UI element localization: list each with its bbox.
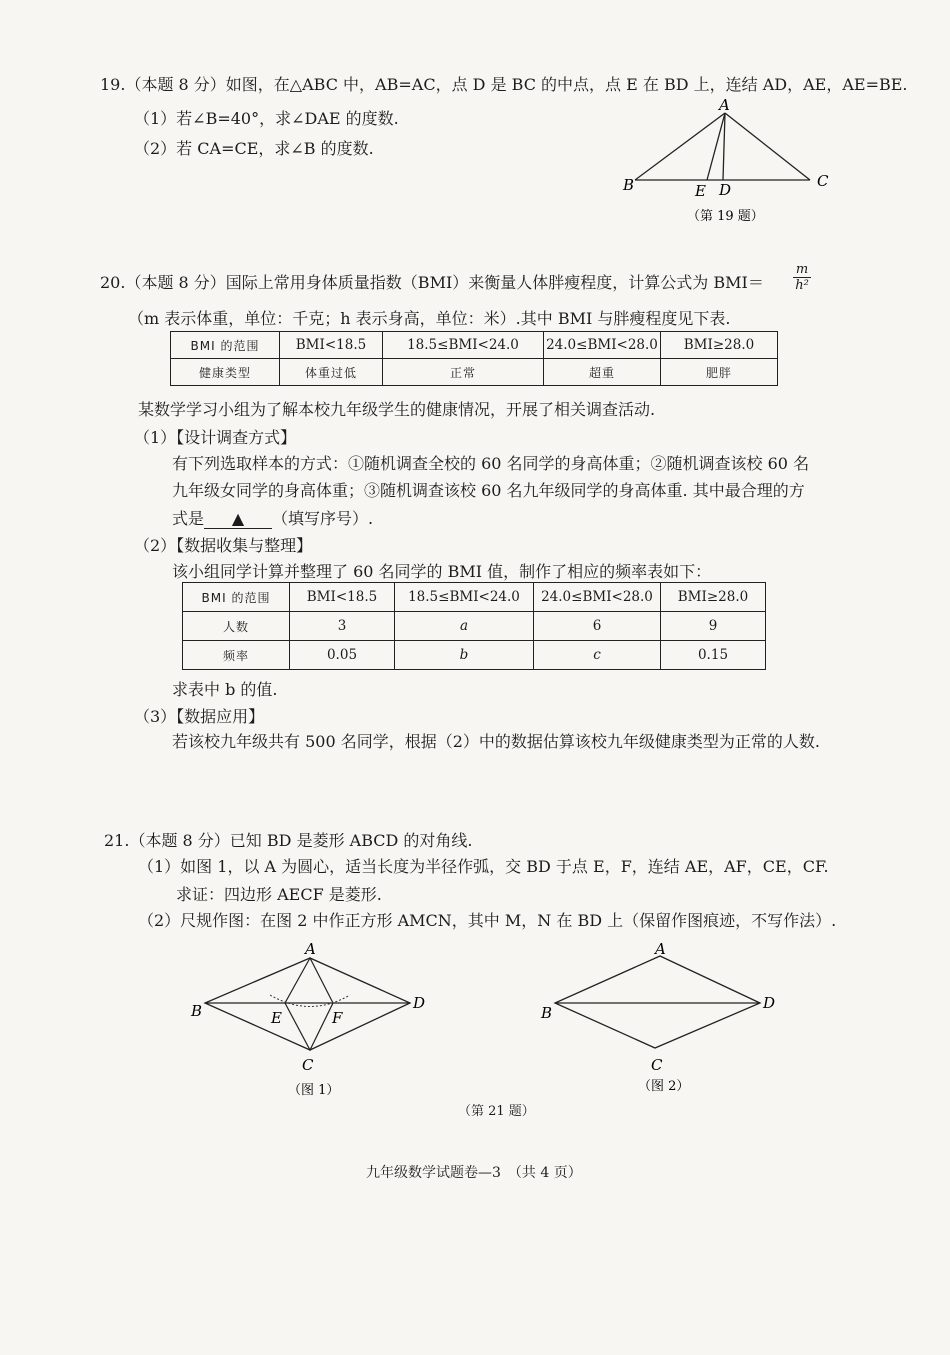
q21-part1-line2: 求证：四边形 AECF 是菱形. (176, 885, 382, 904)
q21-fig1-label-e: E (271, 1009, 282, 1027)
q20-part2-title: （2）【数据收集与整理】 (134, 536, 313, 555)
table-cell: b (395, 641, 534, 670)
q21-fig1-rhombus-abcd (205, 958, 410, 1050)
table-cell: BMI 的范围 (171, 332, 280, 359)
table-cell: 人数 (183, 612, 290, 641)
q21-fig1-label-c: C (302, 1056, 314, 1074)
q20-header-text: （本题 8 分）国际上常用身体质量指数（BMI）来衡量人体胖瘦程度，计算公式为 BMI＝ (125, 273, 764, 292)
q20-part1-line3-post: （填写序号）. (272, 509, 374, 528)
table-cell: 18.5≤BMI<24.0 (395, 583, 534, 612)
table-cell: 24.0≤BMI<28.0 (544, 332, 661, 359)
q21-fig2-label-c: C (651, 1056, 663, 1074)
table-row (183, 583, 766, 612)
q19-header (100, 72, 908, 95)
q21-fig1-label-a: A (305, 940, 316, 958)
q20-part1-line3 (172, 506, 373, 529)
q21-number: 21. (104, 831, 130, 850)
table-row (171, 332, 778, 359)
table-cell: 0.05 (290, 641, 395, 670)
table-cell: 0.15 (661, 641, 766, 670)
q21-fig2-label-b: B (541, 1004, 553, 1022)
q20-part1-line3-pre: 式是 (172, 509, 205, 528)
q19-part2: （2）若 CA=CE，求∠B 的度数. (134, 139, 374, 158)
q19-segment-ae (707, 113, 725, 180)
table-cell: 肥胖 (661, 359, 778, 386)
table-cell: 频率 (183, 641, 290, 670)
q20-line2: （m 表示体重，单位：千克；h 表示身高，单位：米）.其中 BMI 与胖瘦程度见下表. (128, 309, 731, 328)
q21-fig1-label-f: F (332, 1009, 343, 1027)
q21-fig1-caption: （图 1） (288, 1083, 340, 1098)
q20-part1-line1: 有下列选取样本的方式：①随机调查全校的 60 名同学的身高体重；②随机调查该校 60 名 (172, 454, 810, 473)
q20-fraction-numerator: m (793, 262, 811, 278)
q21-fig2-label-a: A (655, 940, 666, 958)
q19-figure (615, 98, 840, 228)
q20-bmi-category-table (170, 331, 778, 386)
q20-answer-blank[interactable]: ▲ (204, 509, 272, 529)
table-cell: BMI 的范围 (183, 583, 290, 612)
table-cell: 9 (661, 612, 766, 641)
q19-segment-ab (635, 113, 725, 180)
q21-header (104, 828, 473, 851)
q21-fig2-label-d: D (763, 994, 776, 1012)
q21-part2: （2）尺规作图：在图 2 中作正方形 AMCN，其中 M，N 在 BD 上（保留作图痕迹，不写作法）. (138, 911, 837, 930)
table-cell: 3 (290, 612, 395, 641)
q19-label-b: B (623, 176, 635, 194)
q19-part1: （1）若∠B=40°，求∠DAE 的度数. (134, 109, 399, 128)
q19-number: 19. (100, 75, 126, 94)
q19-caption: （第 19 题） (687, 209, 764, 224)
table-cell: 18.5≤BMI<24.0 (383, 332, 544, 359)
q21-figure-2 (535, 938, 785, 1098)
q20-bmi-fraction (793, 262, 811, 293)
table-row (183, 641, 766, 670)
q21-fig2-caption: （图 2） (638, 1079, 690, 1094)
q20-part1-line2: 九年级女同学的身高体重；③随机调查该校 60 名九年级同学的身高体重. 其中最合理的方 (172, 481, 805, 500)
table-cell: 24.0≤BMI<28.0 (534, 583, 661, 612)
table-cell: a (395, 612, 534, 641)
table-cell: 健康类型 (171, 359, 280, 386)
q21-fig1-label-b: B (191, 1002, 203, 1020)
q21-fig1-compass-arc (270, 995, 350, 1007)
q20-part2-question: 求表中 b 的值. (172, 680, 278, 699)
q21-fig1-label-d: D (413, 994, 426, 1012)
q20-part1-title: （1）【设计调查方式】 (134, 428, 297, 447)
q19-label-a: A (719, 98, 730, 114)
table-cell: 正常 (383, 359, 544, 386)
table-cell: 6 (534, 612, 661, 641)
q20-frequency-table (182, 582, 766, 670)
table-row (183, 612, 766, 641)
q21-part1-line1: （1）如图 1，以 A 为圆心，适当长度为半径作弧，交 BD 于点 E，F，连结 AE，AF，CE，CF. (138, 857, 829, 876)
table-cell: 超重 (544, 359, 661, 386)
q20-part2-line1: 该小组同学计算并整理了 60 名同学的 BMI 值，制作了相应的频率表如下： (172, 562, 712, 581)
q21-fig2-rhombus-abcd (555, 956, 760, 1048)
q19-label-d: D (719, 181, 732, 199)
q19-segment-ac (725, 113, 810, 180)
q20-fraction-denominator: h² (795, 278, 809, 293)
q20-part3-line1: 若该校九年级共有 500 名同学，根据（2）中的数据估算该校九年级健康类型为正常的人数. (172, 732, 820, 751)
q20-number: 20. (100, 273, 126, 292)
table-cell: BMI≥28.0 (661, 332, 778, 359)
table-cell: BMI≥28.0 (661, 583, 766, 612)
q21-caption: （第 21 题） (458, 1104, 535, 1119)
q20-intro: 某数学学习小组为了解本校九年级学生的健康情况，开展了相关调查活动. (138, 400, 656, 419)
q20-part3-title: （3）【数据应用】 (134, 707, 265, 726)
table-cell: c (534, 641, 661, 670)
q19-label-e: E (695, 182, 706, 200)
q19-header-text: （本题 8 分）如图，在△ABC 中，AB=AC，点 D 是 BC 的中点，点 E 在 BD 上，连结 AD，AE，AE=BE. (125, 75, 908, 94)
page-footer: 九年级数学试题卷—3 （共 4 页） (366, 1165, 582, 1181)
table-cell: 体重过低 (280, 359, 383, 386)
q21-header-text: （本题 8 分）已知 BD 是菱形 ABCD 的对角线. (129, 831, 473, 850)
q19-segment-ad (723, 113, 725, 180)
q19-label-c: C (817, 172, 829, 190)
q21-figure-1 (185, 938, 435, 1098)
table-cell: BMI<18.5 (290, 583, 395, 612)
table-cell: BMI<18.5 (280, 332, 383, 359)
table-row (171, 359, 778, 386)
q20-header (100, 270, 764, 293)
